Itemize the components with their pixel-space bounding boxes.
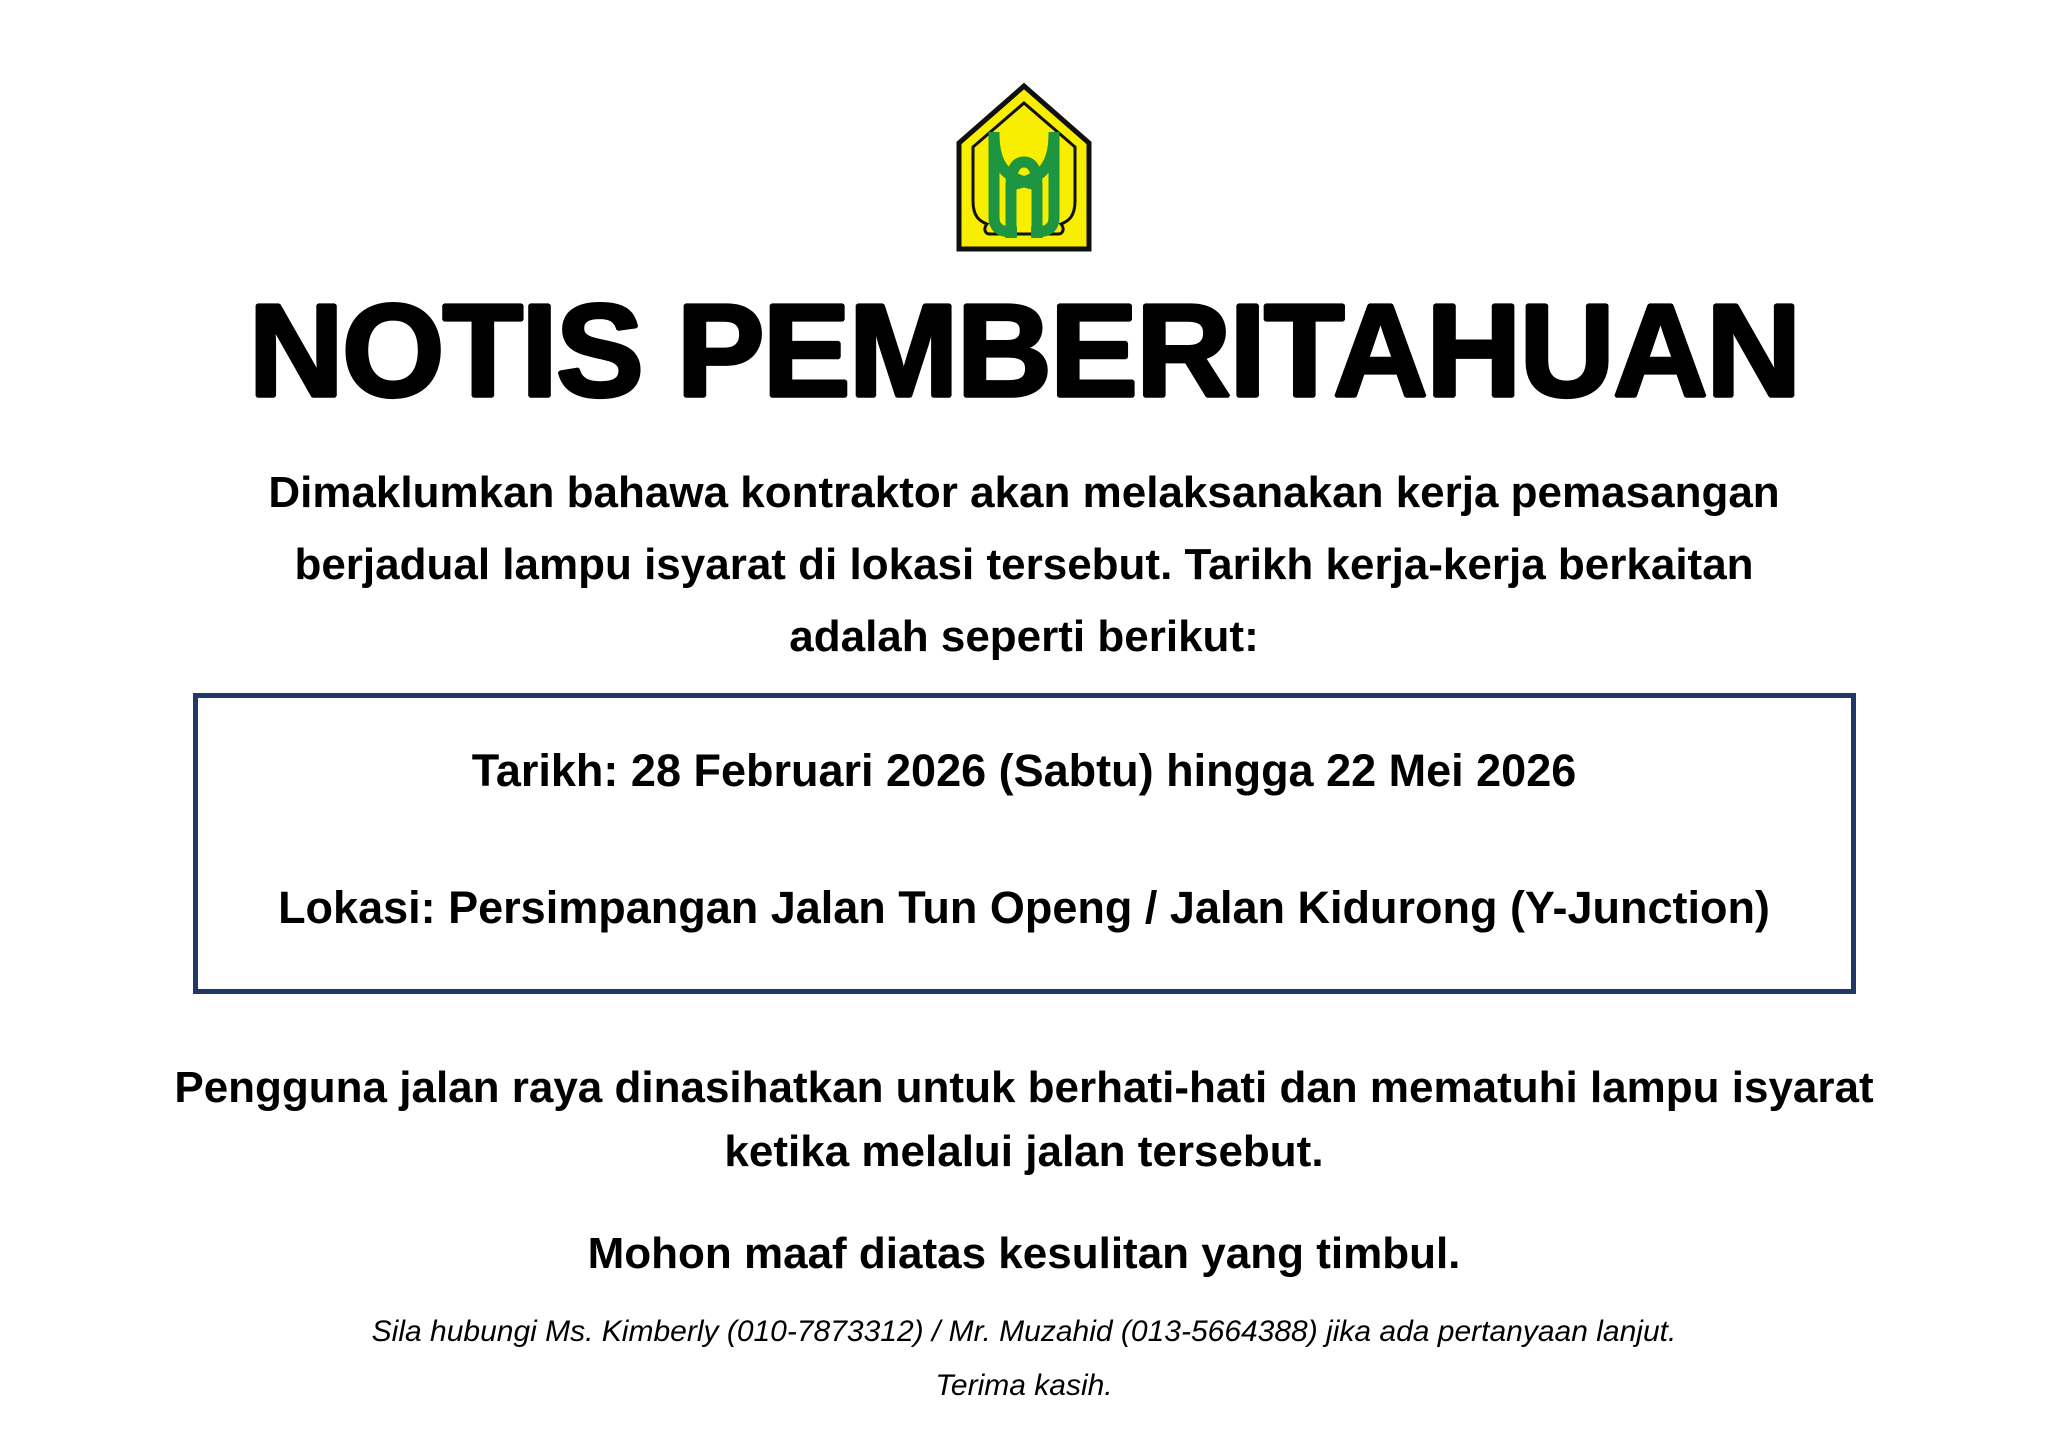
intro-paragraph — [0, 457, 2048, 673]
logo — [0, 0, 2048, 254]
intro-line-3: adalah seperti berikut: — [789, 611, 1259, 661]
details-box — [193, 693, 1856, 994]
advisory-paragraph — [0, 1056, 2048, 1184]
advisory-line-1: Pengguna jalan raya dinasihatkan untuk berhati-hati dan mematuhi lampu isyarat — [174, 1062, 1874, 1112]
location-line: Lokasi: Persimpangan Jalan Tun Openg / Jalan Kidurong (Y-Junction) — [278, 881, 1770, 933]
bda-emblem-icon — [954, 82, 1094, 254]
date-line: Tarikh: 28 Februari 2026 (Sabtu) hingga 22 Mei 2026 — [471, 744, 1577, 796]
page-title: NOTIS PEMBERITAHUAN — [248, 277, 1800, 424]
intro-line-2: berjadual lampu isyarat di lokasi tersebut. Tarikh kerja-kerja berkaitan — [294, 539, 1754, 589]
thanks-line: Terima kasih. — [935, 1368, 1113, 1402]
intro-line-1: Dimaklumkan bahawa kontraktor akan melaksanakan kerja pemasangan — [268, 467, 1780, 517]
contact-line: Sila hubungi Ms. Kimberly (010-7873312) / Mr. Muzahid (013-5664388) jika ada pertanyaan lanjut. — [371, 1314, 1677, 1348]
apology-line: Mohon maaf diatas kesulitan yang timbul. — [587, 1228, 1461, 1278]
advisory-line-2: ketika melalui jalan tersebut. — [724, 1126, 1324, 1176]
